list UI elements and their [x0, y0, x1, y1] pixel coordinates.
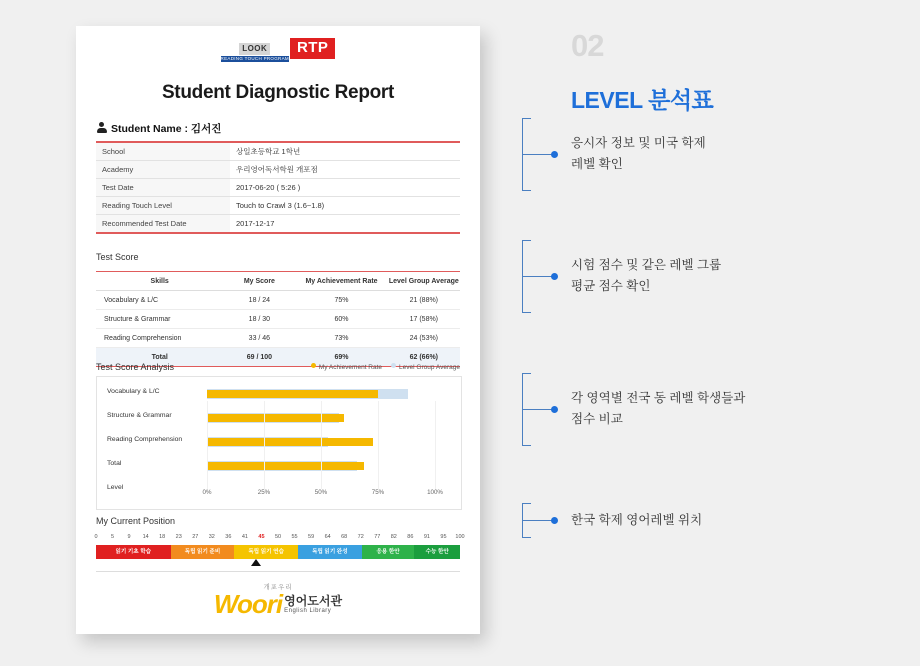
section-number: 02 — [571, 28, 604, 63]
chart-bar-my-rate — [207, 438, 373, 446]
info-value: Touch to Crawl 3 (1.6~1.8) — [230, 197, 460, 215]
score-avg: 24 (53%) — [388, 329, 460, 348]
report-logo — [76, 38, 480, 62]
score-skill: Structure & Grammar — [96, 310, 223, 329]
position-scale-number: 14 — [142, 534, 149, 540]
chart-gridline — [321, 401, 322, 489]
info-key: Recommended Test Date — [96, 215, 230, 234]
position-scale-number: 27 — [192, 534, 199, 540]
table-header-row — [96, 272, 460, 291]
score-myscore-total: 69 / 100 — [223, 348, 295, 367]
position-scale-number: 82 — [390, 534, 397, 540]
position-scale-number: 77 — [374, 534, 381, 540]
chart-tick-label: 100% — [427, 489, 443, 496]
chart-row — [97, 407, 461, 429]
score-header: Level Group Average — [388, 272, 460, 291]
position-scale-number: 18 — [159, 534, 166, 540]
chart-bar-my-rate — [207, 390, 378, 398]
table-row — [96, 179, 460, 197]
score-skill-total: Total — [96, 348, 223, 367]
position-scale-number: 23 — [175, 534, 182, 540]
score-rate: 60% — [295, 310, 387, 329]
footer-woori-text: Woori — [213, 589, 283, 619]
legend-dot-my-rate — [311, 363, 316, 368]
position-scale-number: 36 — [225, 534, 232, 540]
position-scale-number: 64 — [324, 534, 331, 540]
legend-dot-level-avg — [391, 363, 396, 368]
footer-kr-sub: English Library — [284, 607, 332, 614]
position-scale-number: 32 — [208, 534, 215, 540]
chart-row — [97, 455, 461, 477]
page-title: Student Diagnostic Report — [161, 82, 395, 103]
chart-gridline — [435, 401, 436, 489]
score-header: My Achievement Rate — [295, 272, 387, 291]
info-key: School — [96, 142, 230, 161]
student-name-label: Student Name : 김서진 — [111, 123, 222, 135]
table-row — [96, 329, 460, 348]
student-info-table — [96, 141, 460, 234]
annotation-line: 각 영역별 전국 동 레벨 학생들과 — [571, 391, 746, 405]
chart-gridline — [378, 401, 379, 489]
position-scale-number: 95 — [440, 534, 447, 540]
legend-label-level-avg: Level Group Average — [399, 364, 460, 371]
score-analysis-chart — [96, 376, 462, 510]
chart-gridline — [207, 401, 208, 489]
position-scale-number: 45 — [258, 534, 265, 540]
annotation-item-4 — [571, 510, 702, 531]
score-header: Skills — [96, 272, 223, 291]
score-myscore: 18 / 30 — [223, 310, 295, 329]
annotation-item-1 — [571, 133, 706, 175]
position-segment: 수능 한안 — [414, 545, 460, 559]
chart-row — [97, 431, 461, 453]
info-value: 상일초등학교 1학년 — [230, 142, 460, 161]
position-scale-number: 59 — [308, 534, 315, 540]
chart-tick-label: 0% — [202, 489, 212, 496]
chart-row — [97, 383, 461, 405]
position-scale-number: 0 — [94, 534, 98, 540]
legend-label-my-rate: My Achievement Rate — [318, 364, 383, 371]
chart-bar-my-rate — [207, 414, 344, 422]
score-myscore: 33 / 46 — [223, 329, 295, 348]
annotation-item-3 — [571, 388, 745, 430]
score-header: My Score — [223, 272, 295, 291]
look-logo — [221, 38, 289, 62]
annotation-line: 점수 비교 — [571, 412, 623, 426]
divider — [96, 571, 460, 572]
score-avg-total: 62 (66%) — [388, 348, 460, 367]
look-logo-text: LOOK — [239, 43, 270, 55]
score-avg: 21 (88%) — [388, 291, 460, 310]
student-name-row — [96, 121, 221, 136]
info-key: Reading Touch Level — [96, 197, 230, 215]
position-marker-icon — [251, 559, 261, 566]
score-rate: 73% — [295, 329, 387, 348]
chart-category-label: Reading Comprehension — [107, 436, 183, 443]
position-scale-number: 9 — [127, 534, 131, 540]
info-value: 우리영어독서학원 개포점 — [230, 161, 460, 179]
position-segment: 응용 한안 — [362, 545, 415, 559]
person-icon — [96, 122, 107, 133]
footer-kr-top: 개포우리 — [263, 584, 293, 591]
info-value: 2017-06-20 ( 5:26 ) — [230, 179, 460, 197]
info-key: Academy — [96, 161, 230, 179]
info-key: Test Date — [96, 179, 230, 197]
analysis-section-title: Test Score Analysis — [96, 362, 175, 372]
score-table — [96, 271, 460, 367]
position-scale-number: 72 — [357, 534, 364, 540]
position-scale-number: 91 — [423, 534, 430, 540]
footer-kr-main: 영어도서관 — [284, 593, 343, 608]
annotation-line: 응시자 정보 및 미국 학제 — [571, 136, 706, 150]
score-myscore: 18 / 24 — [223, 291, 295, 310]
score-skill: Reading Comprehension — [96, 329, 223, 348]
chart-bar-my-rate — [207, 462, 364, 470]
score-avg: 17 (58%) — [388, 310, 460, 329]
position-segment: 독립 읽기 준비 — [171, 545, 235, 559]
position-scale-number: 55 — [291, 534, 298, 540]
chart-tick-label: 75% — [371, 489, 385, 496]
chart-bar-track — [207, 389, 435, 399]
table-row — [96, 215, 460, 234]
position-scale-number: 86 — [407, 534, 414, 540]
position-scale — [94, 534, 465, 543]
position-scale-number: 100 — [455, 534, 465, 540]
chart-category-label: Structure & Grammar — [107, 412, 172, 419]
annotation-panel — [518, 0, 920, 666]
table-row — [96, 161, 460, 179]
annotation-line: 평균 점수 확인 — [571, 279, 651, 293]
position-bar — [96, 545, 460, 559]
footer-logo — [76, 582, 480, 620]
chart-x-axis — [202, 489, 443, 501]
chart-category-label: Total — [107, 460, 122, 467]
table-row — [96, 291, 460, 310]
table-row — [96, 310, 460, 329]
report-sheet — [76, 26, 480, 634]
chart-category-label: Vocabulary & L/C — [107, 388, 160, 395]
table-row — [96, 142, 460, 161]
chart-category-label: Level — [107, 484, 124, 491]
section-heading: LEVEL 분석표 — [571, 87, 714, 113]
position-scale-number: 68 — [341, 534, 348, 540]
score-skill: Vocabulary & L/C — [96, 291, 223, 310]
position-segment: 독립 읽기 연습 — [234, 545, 298, 559]
table-row — [96, 197, 460, 215]
annotation-line: 시험 점수 및 같은 레벨 그룹 — [571, 258, 722, 272]
chart-tick-label: 50% — [314, 489, 328, 496]
test-score-section-title: Test Score — [96, 252, 139, 262]
score-rate: 75% — [295, 291, 387, 310]
position-segment: 읽기 기초 학습 — [96, 545, 171, 559]
position-scale-number: 5 — [111, 534, 115, 540]
position-segment: 독립 읽기 완성 — [298, 545, 362, 559]
annotation-line: 레벨 확인 — [571, 157, 623, 171]
look-logo-subtext: READING TOUCH PROGRAM — [220, 56, 289, 61]
info-value: 2017-12-17 — [230, 215, 460, 234]
annotation-line: 한국 학제 영어레벨 위치 — [571, 513, 703, 527]
chart-tick-label: 25% — [257, 489, 271, 496]
position-scale-number: 41 — [241, 534, 248, 540]
annotation-item-2 — [571, 255, 721, 297]
chart-legend — [311, 363, 460, 371]
position-scale-number: 50 — [274, 534, 282, 540]
chart-gridline — [264, 401, 265, 489]
position-section-title: My Current Position — [96, 516, 176, 526]
rtp-logo-text: RTP — [290, 38, 336, 59]
score-rate-total: 69% — [295, 348, 387, 367]
